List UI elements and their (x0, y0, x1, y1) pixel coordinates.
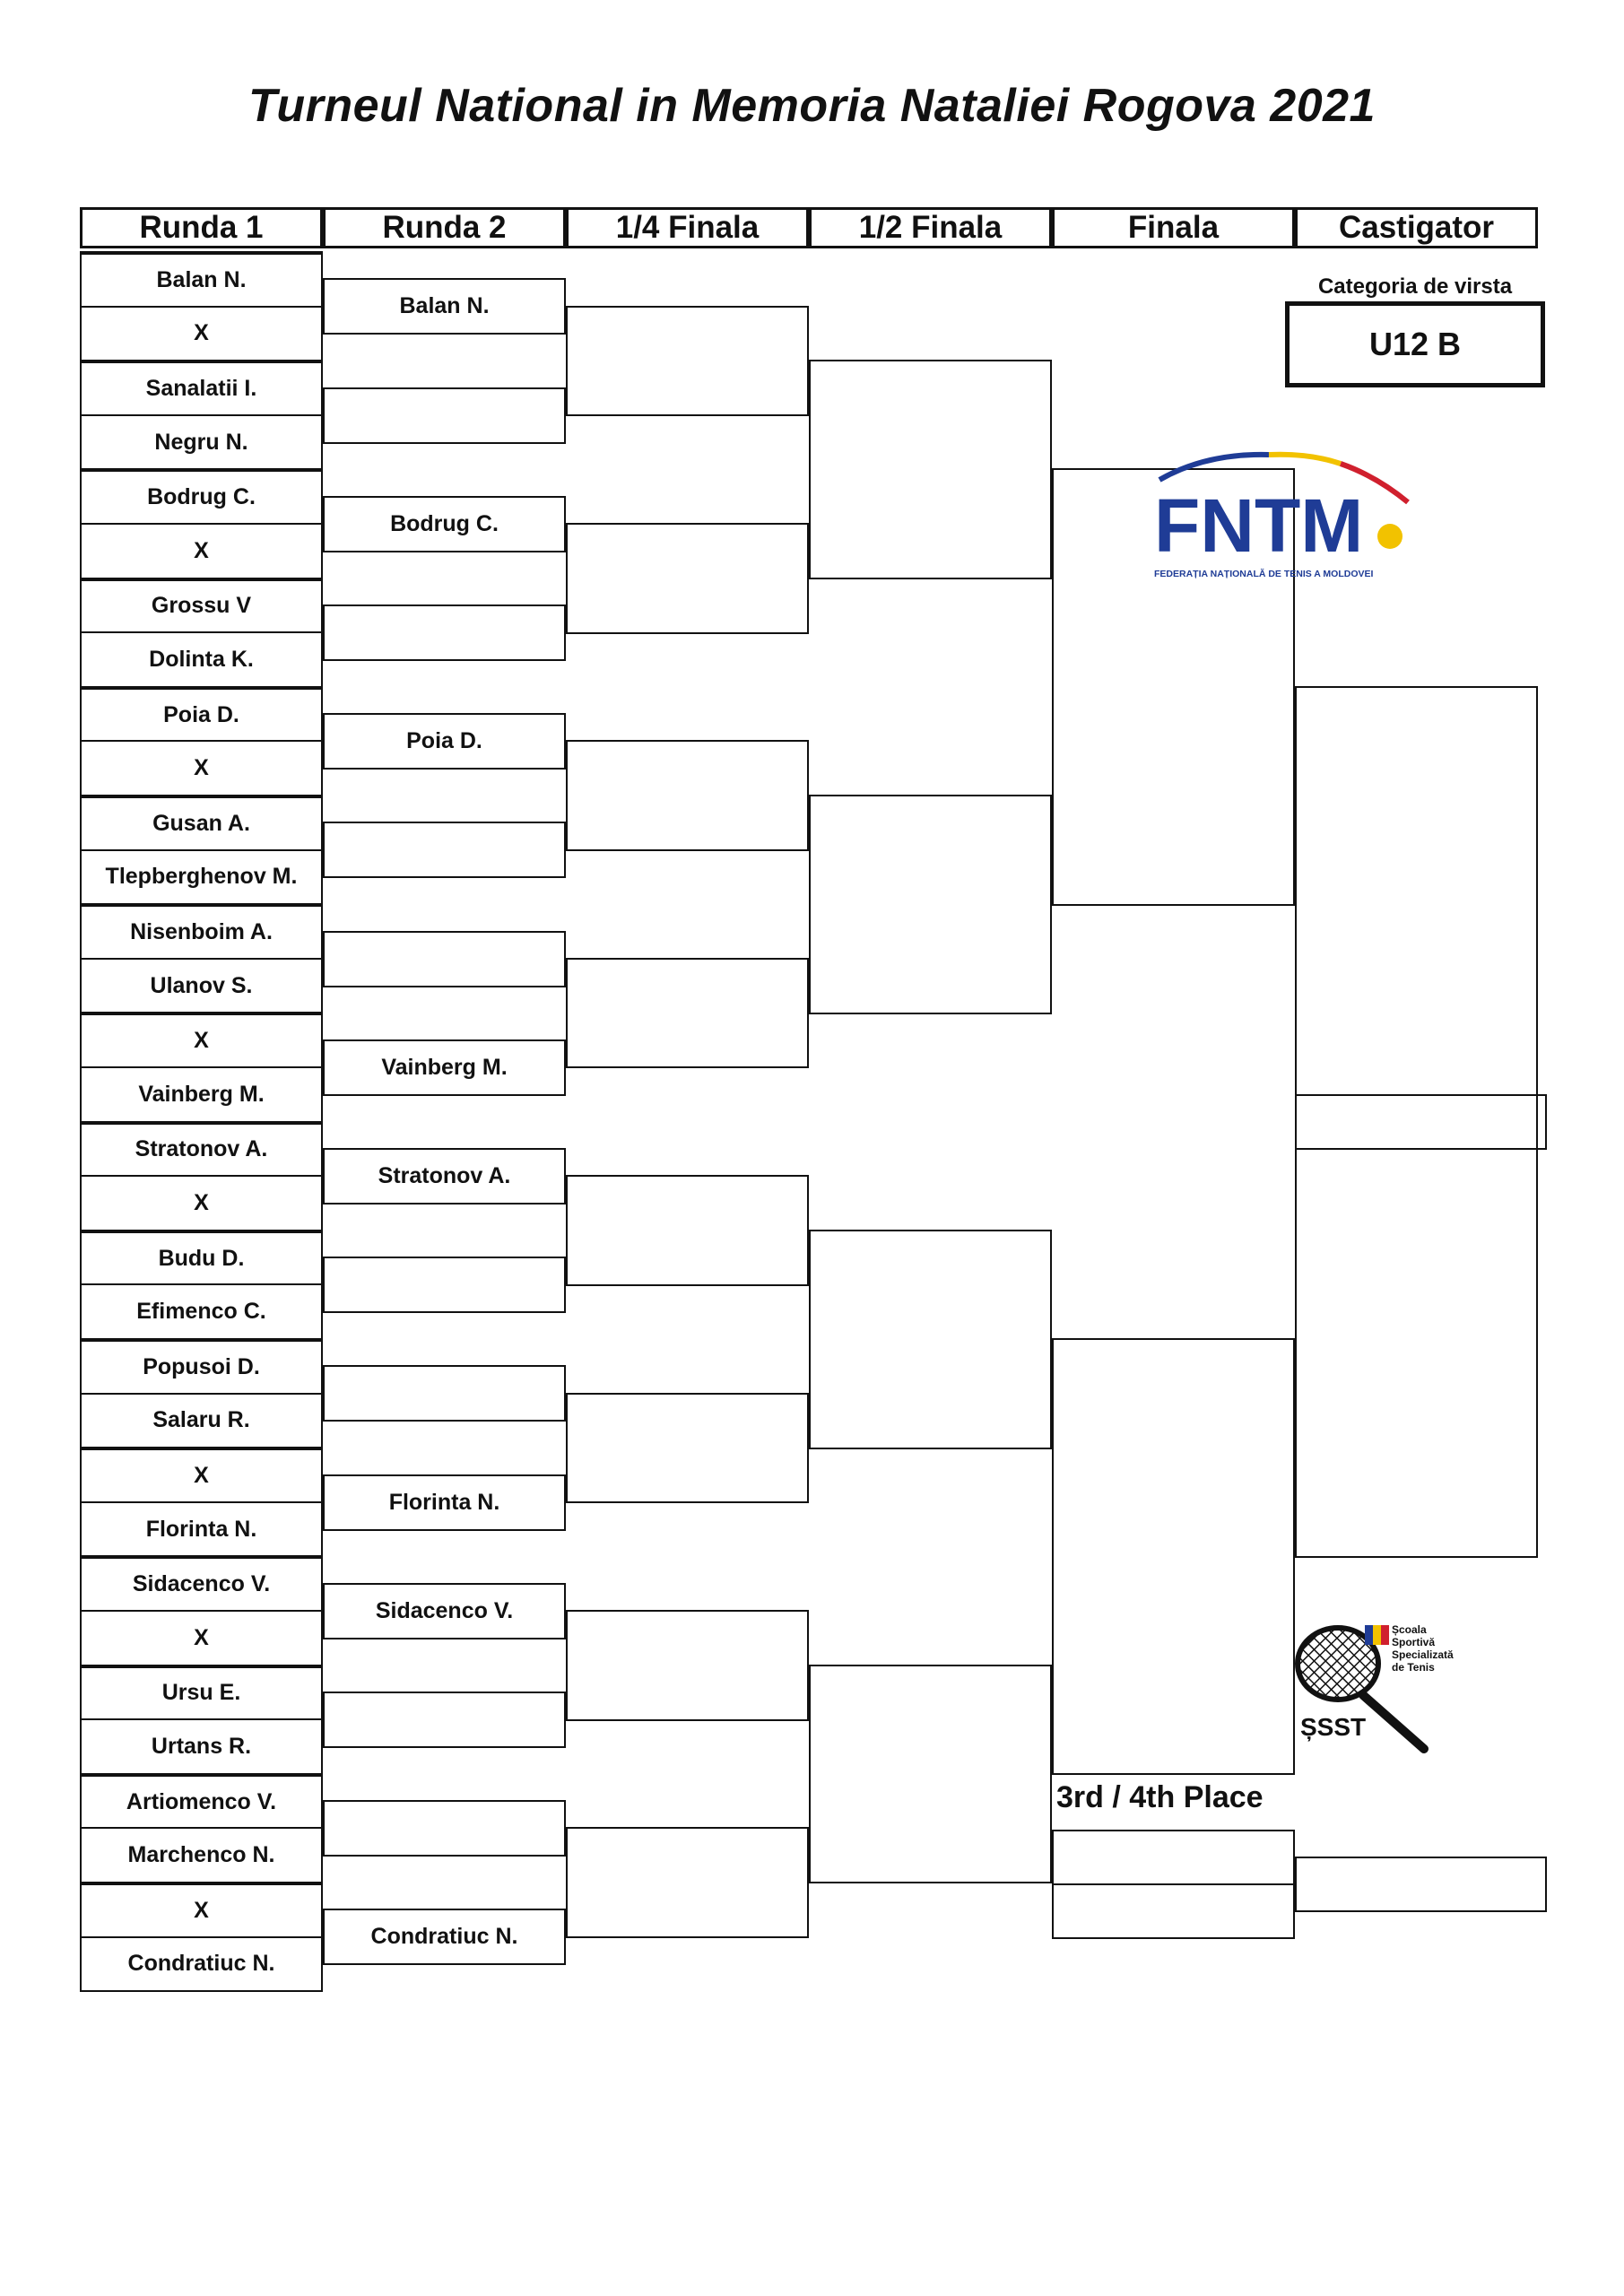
round1-slot: Stratonov A. (80, 1121, 323, 1178)
round1-slot: Efimenco C. (80, 1283, 323, 1340)
round2-slot (323, 1365, 566, 1422)
third-place-label: 3rd / 4th Place (1056, 1780, 1264, 1814)
round1-slot: Ulanov S. (80, 958, 323, 1014)
round1-slot: X (80, 1882, 323, 1938)
round2-slot (323, 1800, 566, 1857)
ssst-line-4: de Tenis (1392, 1661, 1435, 1674)
third-place-slot (1052, 1883, 1295, 1939)
fntm-logo-text: FNTM (1154, 483, 1364, 568)
round1-slot: Ursu E. (80, 1665, 323, 1721)
round2-slot: Balan N. (323, 278, 566, 335)
fntm-logo (1152, 444, 1421, 587)
round1-slot: Urtans R. (80, 1718, 323, 1775)
round1-slot: X (80, 1175, 323, 1231)
round1-slot: Budu D. (80, 1230, 323, 1286)
round2-slot: Florinta N. (323, 1474, 566, 1531)
round1-slot: X (80, 1447, 323, 1503)
round1-slot: X (80, 523, 323, 579)
round2-slot (323, 1257, 566, 1313)
round1-slot: Salaru R. (80, 1393, 323, 1449)
round2-slot (323, 1692, 566, 1748)
round1-slot: Dolinta K. (80, 631, 323, 688)
round1-slot: Marchenco N. (80, 1827, 323, 1883)
round1-slot: Bodrug C. (80, 468, 323, 525)
round1-slot: X (80, 306, 323, 362)
round1-slot: X (80, 1610, 323, 1666)
round1-slot: Gusan A. (80, 795, 323, 851)
round2-slot (323, 822, 566, 878)
ssst-line-2: Sportivă (1392, 1636, 1436, 1648)
ssst-line-3: Specializată (1392, 1648, 1454, 1661)
semifinal-slot (809, 360, 1052, 579)
third-place-slot (1052, 1830, 1295, 1885)
round1-slot: Sidacenco V. (80, 1555, 323, 1612)
column-header: Castigator (1295, 207, 1538, 248)
quarterfinal-slot (566, 523, 809, 634)
third-place-winner (1295, 1857, 1547, 1912)
round1-slot: Grossu V (80, 578, 323, 634)
semifinal-slot (809, 795, 1052, 1014)
column-header: Runda 1 (80, 207, 323, 248)
round2-slot (323, 387, 566, 444)
category-label: Categoria de virsta (1317, 274, 1513, 299)
round1-slot: Negru N. (80, 414, 323, 471)
page-title: Turneul National in Memoria Nataliei Rogova 2021 (248, 80, 1376, 132)
semifinal-slot (809, 1665, 1052, 1884)
round1-slot: Artiomenco V. (80, 1773, 323, 1830)
tennis-ball-icon (1377, 524, 1403, 549)
ssst-line-1: Școala (1392, 1623, 1427, 1636)
round2-slot (323, 604, 566, 661)
round1-slot: Condratiuc N. (80, 1936, 323, 1993)
column-header: 1/4 Finala (566, 207, 809, 248)
quarterfinal-slot (566, 1175, 809, 1286)
quarterfinal-slot (566, 1393, 809, 1504)
round1-slot: Florinta N. (80, 1501, 323, 1558)
column-header: Runda 2 (323, 207, 566, 248)
round1-slot: Popusoi D. (80, 1338, 323, 1395)
quarterfinal-slot (566, 1827, 809, 1938)
round2-slot: Vainberg M. (323, 1039, 566, 1096)
round2-slot: Bodrug C. (323, 496, 566, 552)
quarterfinal-slot (566, 958, 809, 1069)
ssst-logo-text: ȘSST (1300, 1713, 1367, 1741)
ssst-logo (1291, 1614, 1471, 1762)
round1-slot: Balan N. (80, 251, 323, 308)
category-box: U12 B (1285, 301, 1545, 387)
round1-slot: X (80, 740, 323, 796)
round1-slot: Nisenboim A. (80, 903, 323, 960)
round1-slot: Tlepberghenov M. (80, 849, 323, 906)
quarterfinal-slot (566, 740, 809, 851)
round2-slot (323, 931, 566, 987)
round2-slot: Sidacenco V. (323, 1583, 566, 1639)
round1-slot: X (80, 1012, 323, 1068)
round1-slot: Poia D. (80, 686, 323, 743)
round2-slot: Condratiuc N. (323, 1909, 566, 1965)
fntm-logo-subtitle: FEDERAȚIA NAȚIONALĂ DE TENIS A MOLDOVEI (1154, 569, 1374, 579)
quarterfinal-slot (566, 1610, 809, 1721)
semifinal-slot (809, 1230, 1052, 1449)
round1-slot: Sanalatii I. (80, 360, 323, 416)
round1-slot: Vainberg M. (80, 1066, 323, 1123)
final-slot (1052, 1338, 1295, 1775)
winner-box (1295, 1094, 1547, 1150)
column-header: 1/2 Finala (809, 207, 1052, 248)
round2-slot: Poia D. (323, 713, 566, 770)
quarterfinal-slot (566, 306, 809, 417)
column-header: Finala (1052, 207, 1295, 248)
round2-slot: Stratonov A. (323, 1148, 566, 1205)
